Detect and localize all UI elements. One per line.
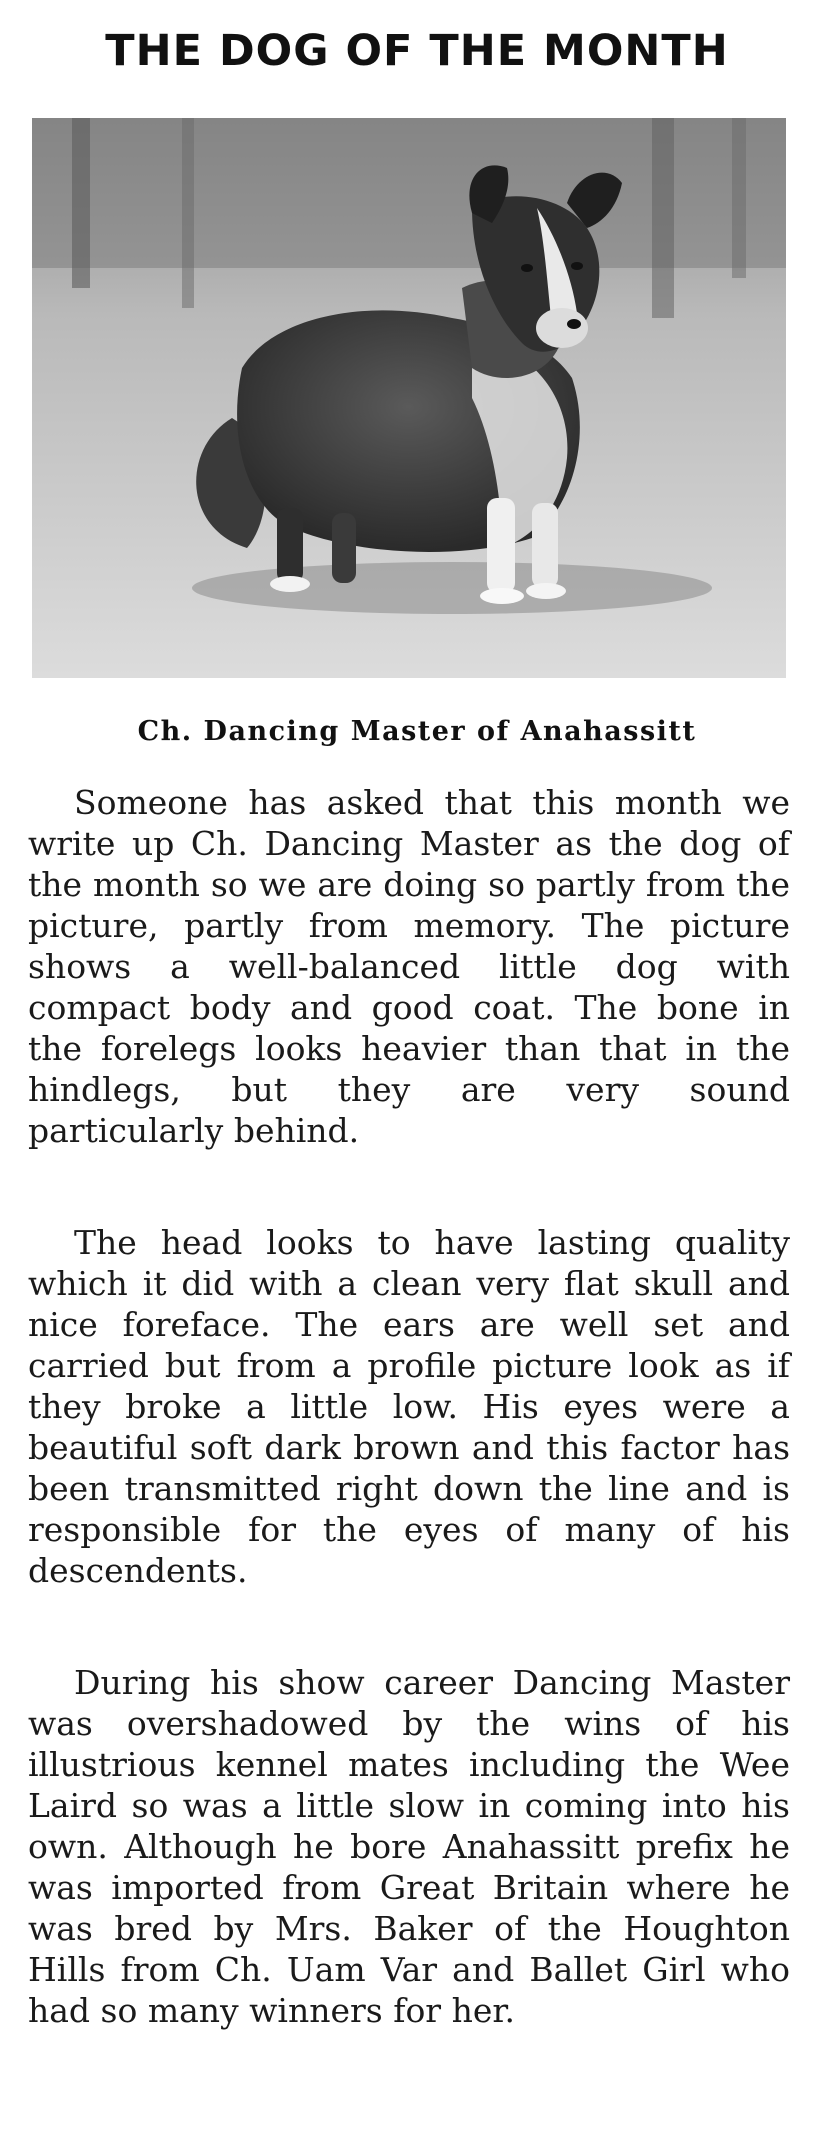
article-title: THE DOG OF THE MONTH — [105, 26, 729, 76]
dog-photo — [32, 118, 786, 678]
dog-photo-illustration — [32, 118, 786, 678]
photo-caption: Ch. Dancing Master of Anahassitt — [137, 716, 697, 747]
article-paragraph-3: During his show career Dancing Master was overshadowed by the wins of his illustrious kennel mates including the Wee Laird so was a little slow in coming into his own. Although he bore Anahassitt prefix he was imported from Great Britain where he was bred by Mrs. Baker of the Houghton Hills from Ch. Uam Var and Ballet Girl who had so many winners for her. — [28, 1663, 790, 2030]
article-paragraph-1: Someone has asked that this month we write up Ch. Dancing Master as the dog of the month so we are doing so partly from the picture, partly from memory. The picture shows a well-balanced little dog with compact body and good coat. The bone in the forelegs looks heavier than that in the hindlegs, but they are very sound particularly behind. — [28, 783, 790, 1150]
article-paragraph-2: The head looks to have lasting quality which it did with a clean very flat skull and nice foreface. The ears are well set and carried but from a profile picture look as if they broke a little low. His eyes were a beautiful soft dark brown and this factor has been transmitted right down the line and is responsible for the eyes of many of his descendents. — [28, 1223, 790, 1590]
